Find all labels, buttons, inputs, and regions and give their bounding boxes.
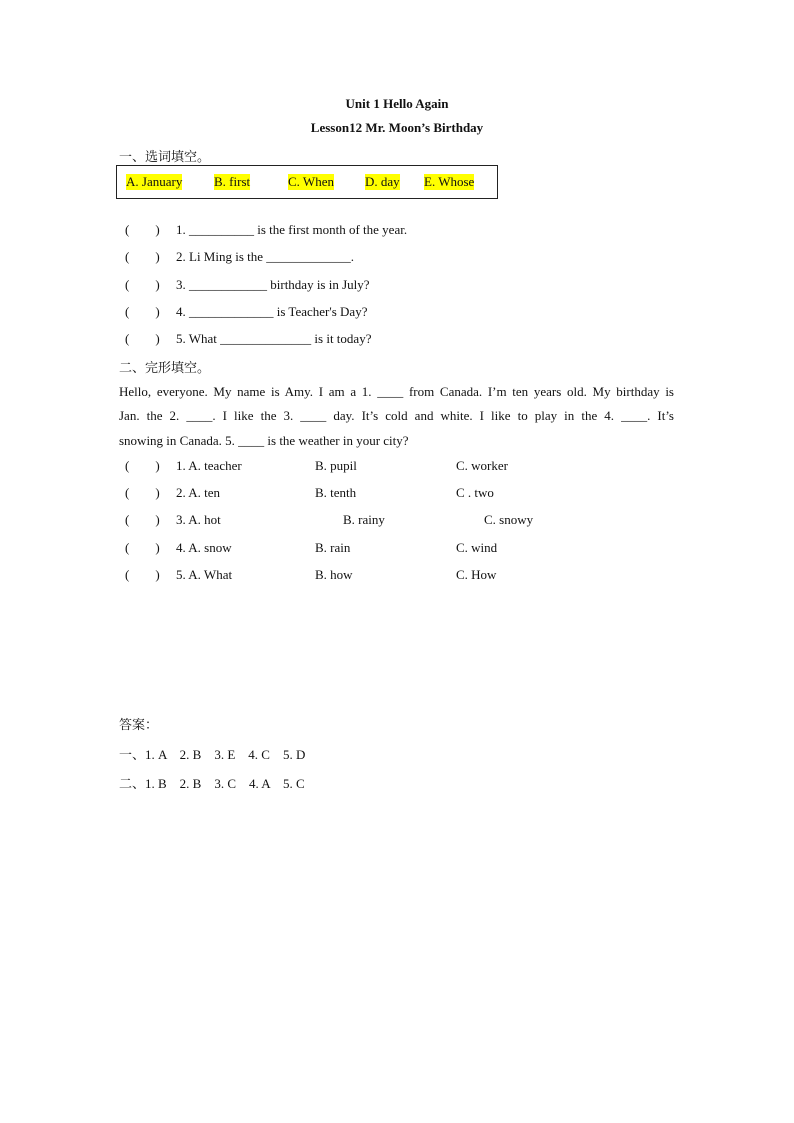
page-title: Unit 1 Hello Again [345,96,449,111]
s2-item-3-paren: ( ) [125,512,160,527]
word-option-c: C. When [288,174,334,189]
s2-item-5-b: B. how [315,567,353,582]
word-bank-box [116,165,498,199]
s2-item-4-a: 4. A. snow [176,540,232,555]
s1-item-1-text: 1. __________ is the first month of the year. [176,222,408,237]
s1-item-3-paren: ( ) [125,277,160,292]
word-option-a: A. January [126,174,183,189]
answers-line-2: 二、1. B 2. B 3. C 4. A 5. C [119,776,305,791]
section2-heading: 二、完形填空。 [119,361,211,376]
s2-item-3-b: B. rainy [343,512,385,527]
s2-item-5-c: C. How [456,567,497,582]
s2-item-3-c: C. snowy [484,512,534,527]
s1-item-5-text: 5. What ______________ is it today? [176,331,372,346]
s1-item-4-paren: ( ) [125,304,160,319]
s1-item-2-text: 2. Li Ming is the _____________. [176,249,355,264]
s2-item-5-paren: ( ) [125,567,160,582]
word-option-d: D. day [365,174,400,189]
section1-heading: 一、选词填空。 [119,150,211,165]
s1-item-3-text: 3. ____________ birthday is in July? [176,277,370,292]
s2-item-4-paren: ( ) [125,540,160,555]
s1-item-1-paren: ( ) [125,222,160,237]
s1-item-2-paren: ( ) [125,249,160,264]
passage-line-2: Jan. the 2. ____. I like the 3. ____ day. It’s cold and white. I like to play in the 4. ____. It’s [119,408,674,423]
s1-item-5-paren: ( ) [125,331,160,346]
s2-item-2-a: 2. A. ten [176,485,221,500]
lesson-subtitle: Lesson12 Mr. Moon’s Birthday [310,120,484,135]
answers-line-1: 一、1. A 2. B 3. E 4. C 5. D [119,747,306,762]
s1-item-4-text: 4. _____________ is Teacher's Day? [176,304,368,319]
passage-line-3: snowing in Canada. 5. ____ is the weather in your city? [119,433,409,448]
s2-item-1-b: B. pupil [315,458,357,473]
s2-item-2-b: B. tenth [315,485,357,500]
s2-item-2-paren: ( ) [125,485,160,500]
s2-item-4-c: C. wind [456,540,498,555]
s2-item-1-paren: ( ) [125,458,160,473]
s2-item-2-c: C . two [456,485,494,500]
word-option-e: E. Whose [424,174,475,189]
s2-item-4-b: B. rain [315,540,351,555]
word-option-b: B. first [214,174,251,189]
answers-heading: 答案： [119,718,159,733]
s2-item-3-a: 3. A. hot [176,512,221,527]
s2-item-1-a: 1. A. teacher [176,458,242,473]
s2-item-1-c: C. worker [456,458,508,473]
passage-line-1: Hello, everyone. My name is Amy. I am a 1. ____ from Canada. I’m ten years old. My birthday is [119,384,674,399]
s2-item-5-a: 5. A. What [176,567,233,582]
